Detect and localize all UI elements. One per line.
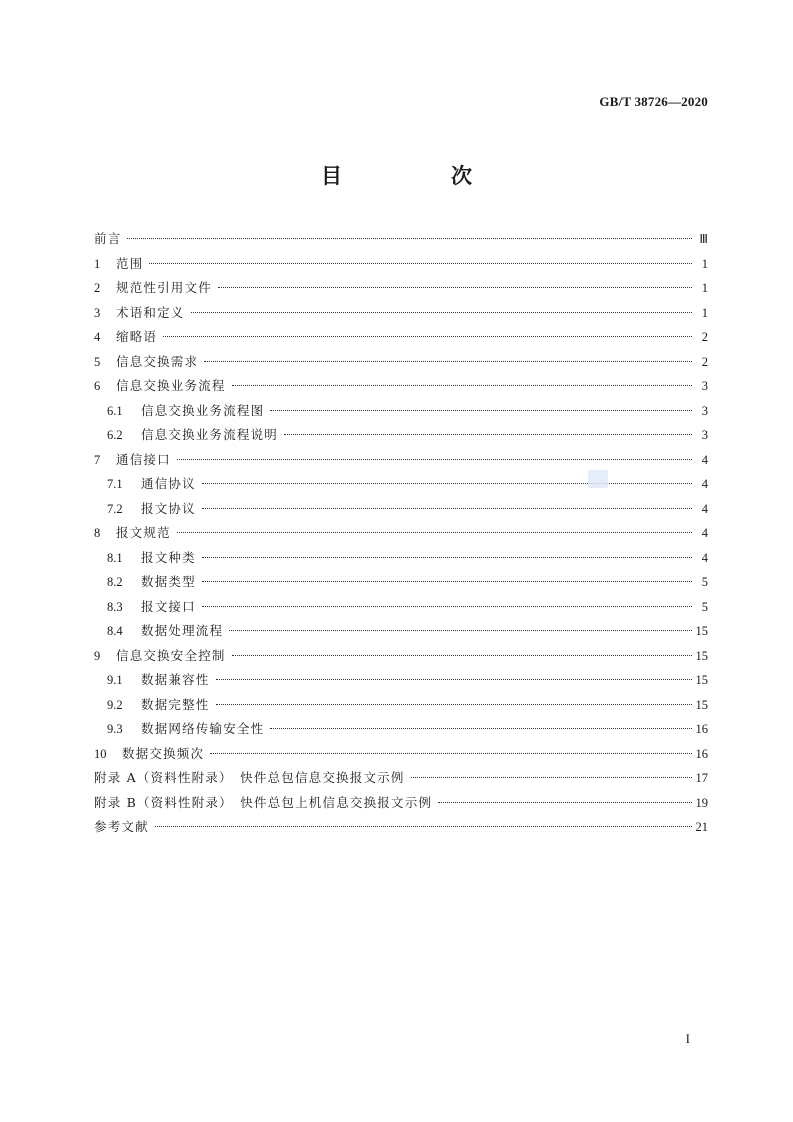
- toc-entry-number: 7: [94, 452, 101, 467]
- toc-entry-page: 1: [701, 305, 708, 320]
- toc-entry-number: 9: [94, 648, 101, 663]
- toc-entry[interactable]: [94, 766, 708, 791]
- toc-entry-label: 数据完整性: [141, 696, 210, 712]
- toc-entry-number: 2: [94, 281, 101, 295]
- toc-entry-label: 信息交换需求: [116, 353, 199, 369]
- toc-dot-leader: [202, 508, 692, 509]
- toc-entry-page: 5: [701, 599, 708, 614]
- toc-entry-number: 9.1: [107, 673, 123, 687]
- toc-entry[interactable]: [94, 595, 708, 620]
- toc-entry-label: 数据兼容性: [141, 672, 210, 687]
- toc-entry-page: 1: [701, 281, 708, 295]
- toc-entry-label: 数据交换频次: [122, 745, 205, 761]
- toc-dot-leader: [232, 655, 692, 656]
- toc-entry[interactable]: [94, 423, 708, 448]
- toc-dot-leader: [202, 483, 692, 484]
- standard-code: GB/T 38726—2020: [599, 94, 708, 109]
- toc-dot-leader: [411, 777, 692, 778]
- toc-entry-label: 数据网络传输安全性: [141, 721, 265, 736]
- toc-dot-leader: [232, 385, 692, 386]
- toc-entry[interactable]: [94, 717, 708, 742]
- toc-entry-number: 6.1: [107, 403, 123, 418]
- toc-entry-label: 报文规范: [116, 525, 171, 540]
- toc-entry-page: 19: [695, 795, 708, 810]
- toc-entry[interactable]: [94, 644, 708, 669]
- toc-entry-number: 7.1: [107, 477, 123, 491]
- toc-dot-leader: [216, 679, 692, 680]
- toc-entry[interactable]: [94, 448, 708, 473]
- toc-entry-number: 1: [94, 256, 101, 271]
- toc-entry[interactable]: [94, 570, 708, 595]
- toc-entry-page: 16: [695, 722, 708, 736]
- toc-entry[interactable]: [94, 693, 708, 718]
- toc-entry-page: 3: [701, 379, 708, 393]
- toc-dot-leader: [202, 557, 692, 558]
- page-title: 目 次: [321, 164, 516, 188]
- toc-entry-page: Ⅲ: [699, 232, 708, 246]
- toc-entry-label: 报文协议: [141, 500, 196, 516]
- toc-entry[interactable]: [94, 325, 708, 350]
- toc-entry[interactable]: [94, 668, 708, 693]
- toc-entry-page: 2: [701, 330, 708, 344]
- toc-entry-number: 8.4: [107, 624, 123, 638]
- toc-dot-leader: [177, 532, 692, 533]
- toc-entry-number: 7.2: [107, 501, 123, 516]
- toc-entry-number: 9.3: [107, 722, 123, 736]
- toc-entry-page: 21: [695, 820, 708, 834]
- toc-entry-page: 3: [701, 428, 708, 442]
- toc-entry-number: 9.2: [107, 697, 123, 712]
- toc-entry-page: 4: [701, 452, 708, 467]
- toc-dot-leader: [216, 704, 692, 705]
- toc-dot-leader: [163, 336, 692, 337]
- toc-entry-number: 8: [94, 526, 101, 540]
- toc-dot-leader: [202, 581, 692, 582]
- toc-entry-number: 5: [94, 354, 101, 369]
- toc-entry-label: 前言: [94, 231, 122, 246]
- toc-entry-number: 4: [94, 330, 101, 344]
- toc-entry[interactable]: [94, 472, 708, 497]
- toc-dot-leader: [284, 434, 692, 435]
- toc-entry-page: 15: [695, 648, 708, 663]
- toc-entry-number: 6: [94, 379, 101, 393]
- toc-entry[interactable]: [94, 276, 708, 301]
- toc-entry[interactable]: [94, 791, 708, 816]
- toc-dot-leader: [438, 802, 691, 803]
- toc-dot-leader: [149, 263, 692, 264]
- toc-entry-number: 3: [94, 305, 101, 320]
- toc-entry[interactable]: [94, 497, 708, 522]
- toc-entry[interactable]: [94, 742, 708, 767]
- toc-entry-label: 参考文献: [94, 819, 149, 834]
- toc-dot-leader: [210, 753, 691, 754]
- toc-entry-label: 规范性引用文件: [116, 280, 212, 295]
- toc-dot-leader: [204, 361, 692, 362]
- page-number: I: [685, 1031, 690, 1046]
- toc-entry-page: 16: [695, 746, 708, 761]
- toc-entry-label: 信息交换业务流程: [116, 378, 226, 393]
- toc-entry-page: 1: [701, 256, 708, 271]
- toc-entry-label: 通信协议: [141, 476, 196, 491]
- toc-entry-page: 4: [701, 526, 708, 540]
- toc-entry-label: 数据处理流程: [141, 623, 224, 638]
- toc-entry-page: 4: [701, 550, 708, 565]
- toc-entry-label: 范围: [116, 255, 144, 271]
- table-of-contents: [94, 227, 708, 840]
- toc-entry-number: 8.3: [107, 599, 123, 614]
- toc-entry-label: 数据类型: [141, 574, 196, 589]
- toc-entry-page: 15: [695, 697, 708, 712]
- toc-entry-page: 15: [695, 624, 708, 638]
- toc-entry-page: 5: [701, 575, 708, 589]
- toc-entry-label: 信息交换安全控制: [116, 647, 226, 663]
- toc-entry-number: 8.1: [107, 550, 123, 565]
- toc-entry-label: 缩略语: [116, 329, 158, 344]
- toc-entry-page: 4: [701, 477, 708, 491]
- toc-entry-label: 信息交换业务流程图: [141, 402, 265, 418]
- toc-entry[interactable]: [94, 399, 708, 424]
- toc-entry-number: 8.2: [107, 575, 123, 589]
- toc-entry[interactable]: [94, 301, 708, 326]
- toc-entry-page: 4: [701, 501, 708, 516]
- toc-entry-label: 信息交换业务流程说明: [141, 427, 279, 442]
- toc-entry-number: 10: [94, 746, 107, 761]
- toc-entry-label: 报文接口: [141, 598, 196, 614]
- toc-entry-page: 15: [695, 673, 708, 687]
- toc-entry-label: 附录 B（资料性附录） 快件总包上机信息交换报文示例: [94, 794, 433, 810]
- toc-entry-label: 术语和定义: [116, 304, 185, 320]
- watermark-mark: [588, 470, 608, 488]
- toc-entry-number: 6.2: [107, 428, 123, 442]
- toc-dot-leader: [270, 728, 691, 729]
- toc-dot-leader: [155, 826, 692, 827]
- toc-dot-leader: [218, 287, 692, 288]
- toc-dot-leader: [191, 312, 692, 313]
- toc-entry[interactable]: [94, 815, 708, 840]
- toc-entry-page: 17: [695, 771, 708, 785]
- toc-dot-leader: [229, 630, 691, 631]
- toc-dot-leader: [270, 410, 692, 411]
- toc-entry[interactable]: [94, 350, 708, 375]
- toc-entry[interactable]: [94, 227, 708, 252]
- toc-entry-label: 报文种类: [141, 549, 196, 565]
- toc-dot-leader: [202, 606, 692, 607]
- toc-entry-page: 3: [701, 403, 708, 418]
- toc-dot-leader: [177, 459, 692, 460]
- toc-entry[interactable]: [94, 521, 708, 546]
- toc-entry[interactable]: [94, 252, 708, 277]
- toc-entry-page: 2: [701, 354, 708, 369]
- toc-entry[interactable]: [94, 546, 708, 571]
- toc-entry[interactable]: [94, 374, 708, 399]
- toc-entry-label: 通信接口: [116, 451, 171, 467]
- toc-entry-label: 附录 A（资料性附录） 快件总包信息交换报文示例: [94, 770, 405, 785]
- toc-entry[interactable]: [94, 619, 708, 644]
- toc-dot-leader: [127, 238, 692, 239]
